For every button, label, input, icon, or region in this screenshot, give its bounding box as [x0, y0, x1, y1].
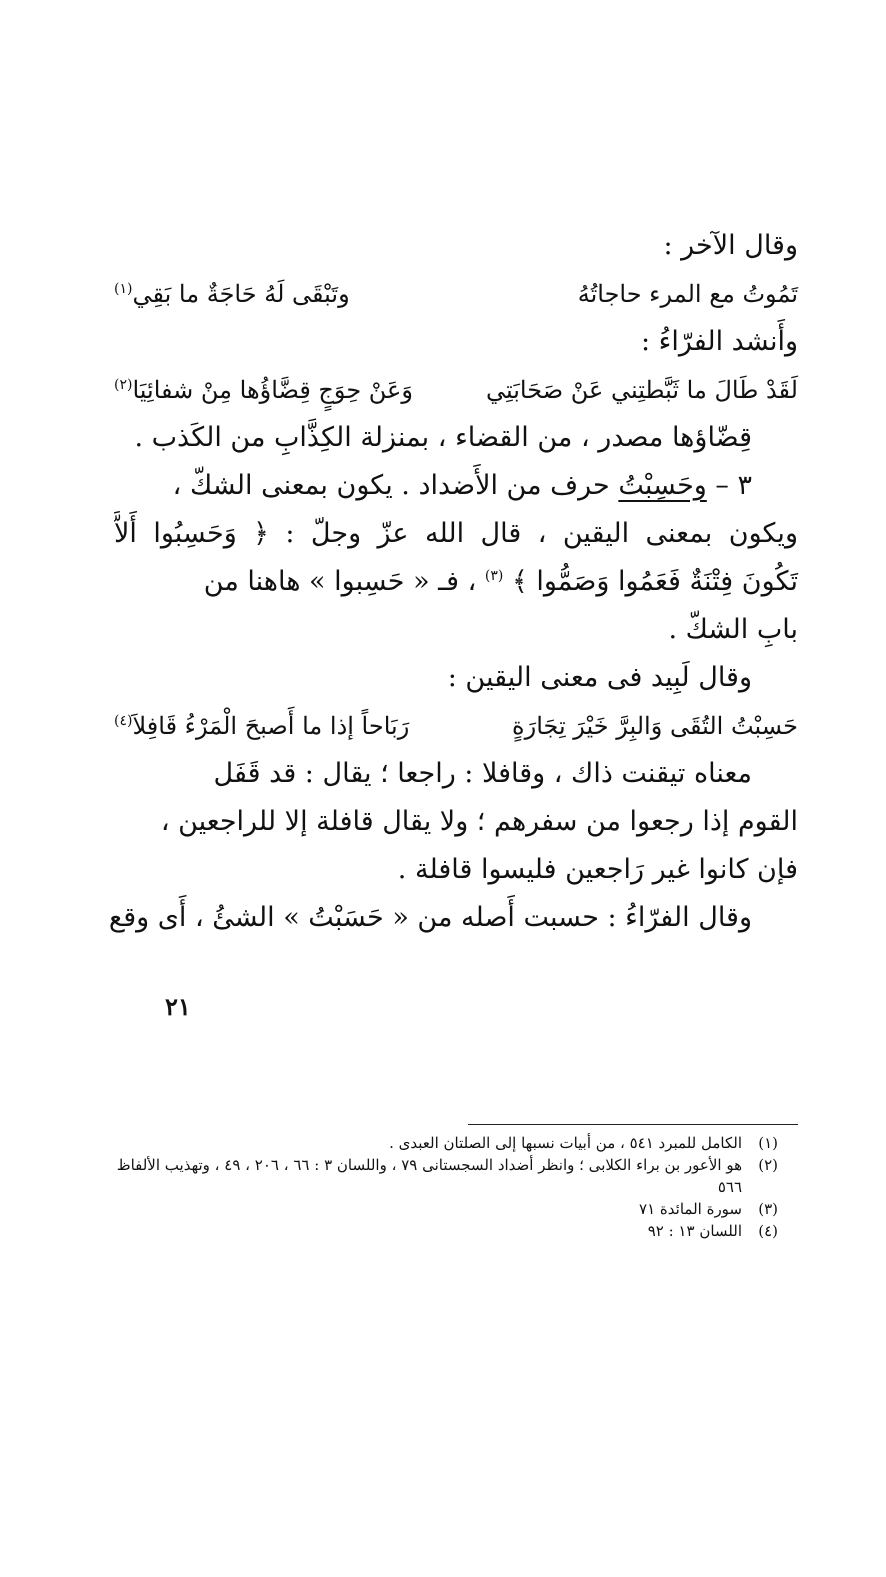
text-line: وقال الفرّاءُ : حسبت أَصله من « حَسَبْتُ » الشئُ ، أَى وقع	[108, 902, 752, 933]
footnote	[113, 1198, 778, 1220]
text-line: وقال الآخر :	[663, 230, 798, 261]
footnote-ref: (٢)	[114, 377, 133, 393]
verse-line	[114, 270, 798, 318]
verse-first-hemistich: حَسِبْتُ التُقَى وَالبِرَّ خَيْرَ تِجَارَةٍ	[512, 712, 798, 740]
footnotes	[113, 1132, 778, 1242]
verse-second-hemistich	[114, 366, 413, 414]
page-number: ٢١	[165, 992, 191, 1021]
footnote-ref: (٤)	[114, 713, 133, 729]
text-line: قِضّاؤها مصدر ، من القضاء ، بمنزلة الكِذَّابِ من الكَذب .	[134, 422, 752, 453]
main-text	[108, 222, 798, 942]
verse-line	[114, 366, 798, 414]
text-line: وقال لَبِيد فى معنى اليقين :	[447, 662, 752, 693]
footnote	[113, 1220, 778, 1242]
footnote-number: (١)	[758, 1134, 778, 1152]
verse-second-hemistich	[114, 702, 409, 750]
verse-text: وَعَنْ حِوَجٍ قِضَّاؤُها مِنْ شفائِيَا	[132, 376, 413, 404]
text-line: وأَنشد الفرّاءُ :	[640, 326, 798, 357]
footnote	[113, 1154, 778, 1198]
text-line: القوم إذا رجعوا من سفرهم ؛ ولا يقال قافلة إلا للراجعين ،	[160, 806, 798, 837]
verse-text: وتَبْقَى لَهُ حَاجَةٌ ما بَقِي	[132, 280, 350, 308]
footnote	[113, 1132, 778, 1154]
text-fragment: ، فـ « حَسِبوا » هاهنا من	[203, 566, 485, 597]
verse-line	[114, 702, 798, 750]
entry-number: ٣ –	[706, 470, 752, 501]
footnote-ref: (٣)	[484, 568, 504, 584]
footnote-text: هو الأعور بن براء الكلابى ؛ وانظر أضداد السجستانى ٧٩ ، واللسان ٣ : ٦٦ ، ٢٠٦ ، ٤٩ ، وتهذيب الألفاظ ٥٦٦	[116, 1156, 742, 1196]
text-line: معناه تيقنت ذاك ، وقافلا : راجعا ؛ يقال : قد قَفَل	[213, 758, 752, 789]
entry-definition: حرف من الأَضداد . يكون بمعنى الشكّ ،	[172, 470, 619, 501]
footnote-text: سورة المائدة ٧١	[639, 1200, 742, 1218]
text-line: بابِ الشكّ .	[668, 614, 798, 645]
verse-first-hemistich: تَمُوتُ مع المرء حاجاتُهُ	[577, 280, 798, 308]
text-line: فإن كانوا غير رَاجعين فليسوا قافلة .	[397, 854, 798, 885]
footnote-ref: (١)	[114, 281, 133, 297]
verse-text: رَبَاحاً إذا ما أَصبحَ الْمَرْءُ قَافِلاَ	[132, 712, 410, 740]
footnote-number: (٢)	[758, 1156, 778, 1174]
entry-heading-line	[114, 462, 798, 510]
footnote-text: الكامل للمبرد ٥٤١ ، من أبيات نسبها إلى الصلتان العبدى .	[389, 1134, 742, 1152]
footnote-divider	[468, 1124, 798, 1125]
footnote-text: اللسان ١٣ : ٩٢	[647, 1222, 742, 1240]
entry-headword: وحَسِبْتُ	[618, 470, 707, 501]
footnote-number: (٤)	[758, 1222, 778, 1240]
text-line: ويكون بمعنى اليقين ، قال الله عزّ وجلّ : ﴿ وَحَسِبُوا أَلاَّ	[114, 518, 798, 549]
footnote-number: (٣)	[758, 1200, 778, 1218]
verse-second-hemistich	[114, 270, 350, 318]
quran-line	[114, 558, 798, 606]
quran-quote: تَكُونَ فِتْنَةٌ فَعَمُوا وَصَمُّوا ﴾	[511, 566, 798, 597]
verse-first-hemistich: لَقَدْ طَالَ ما ثَبَّطتِني عَنْ صَحَابَتِي	[485, 376, 798, 404]
